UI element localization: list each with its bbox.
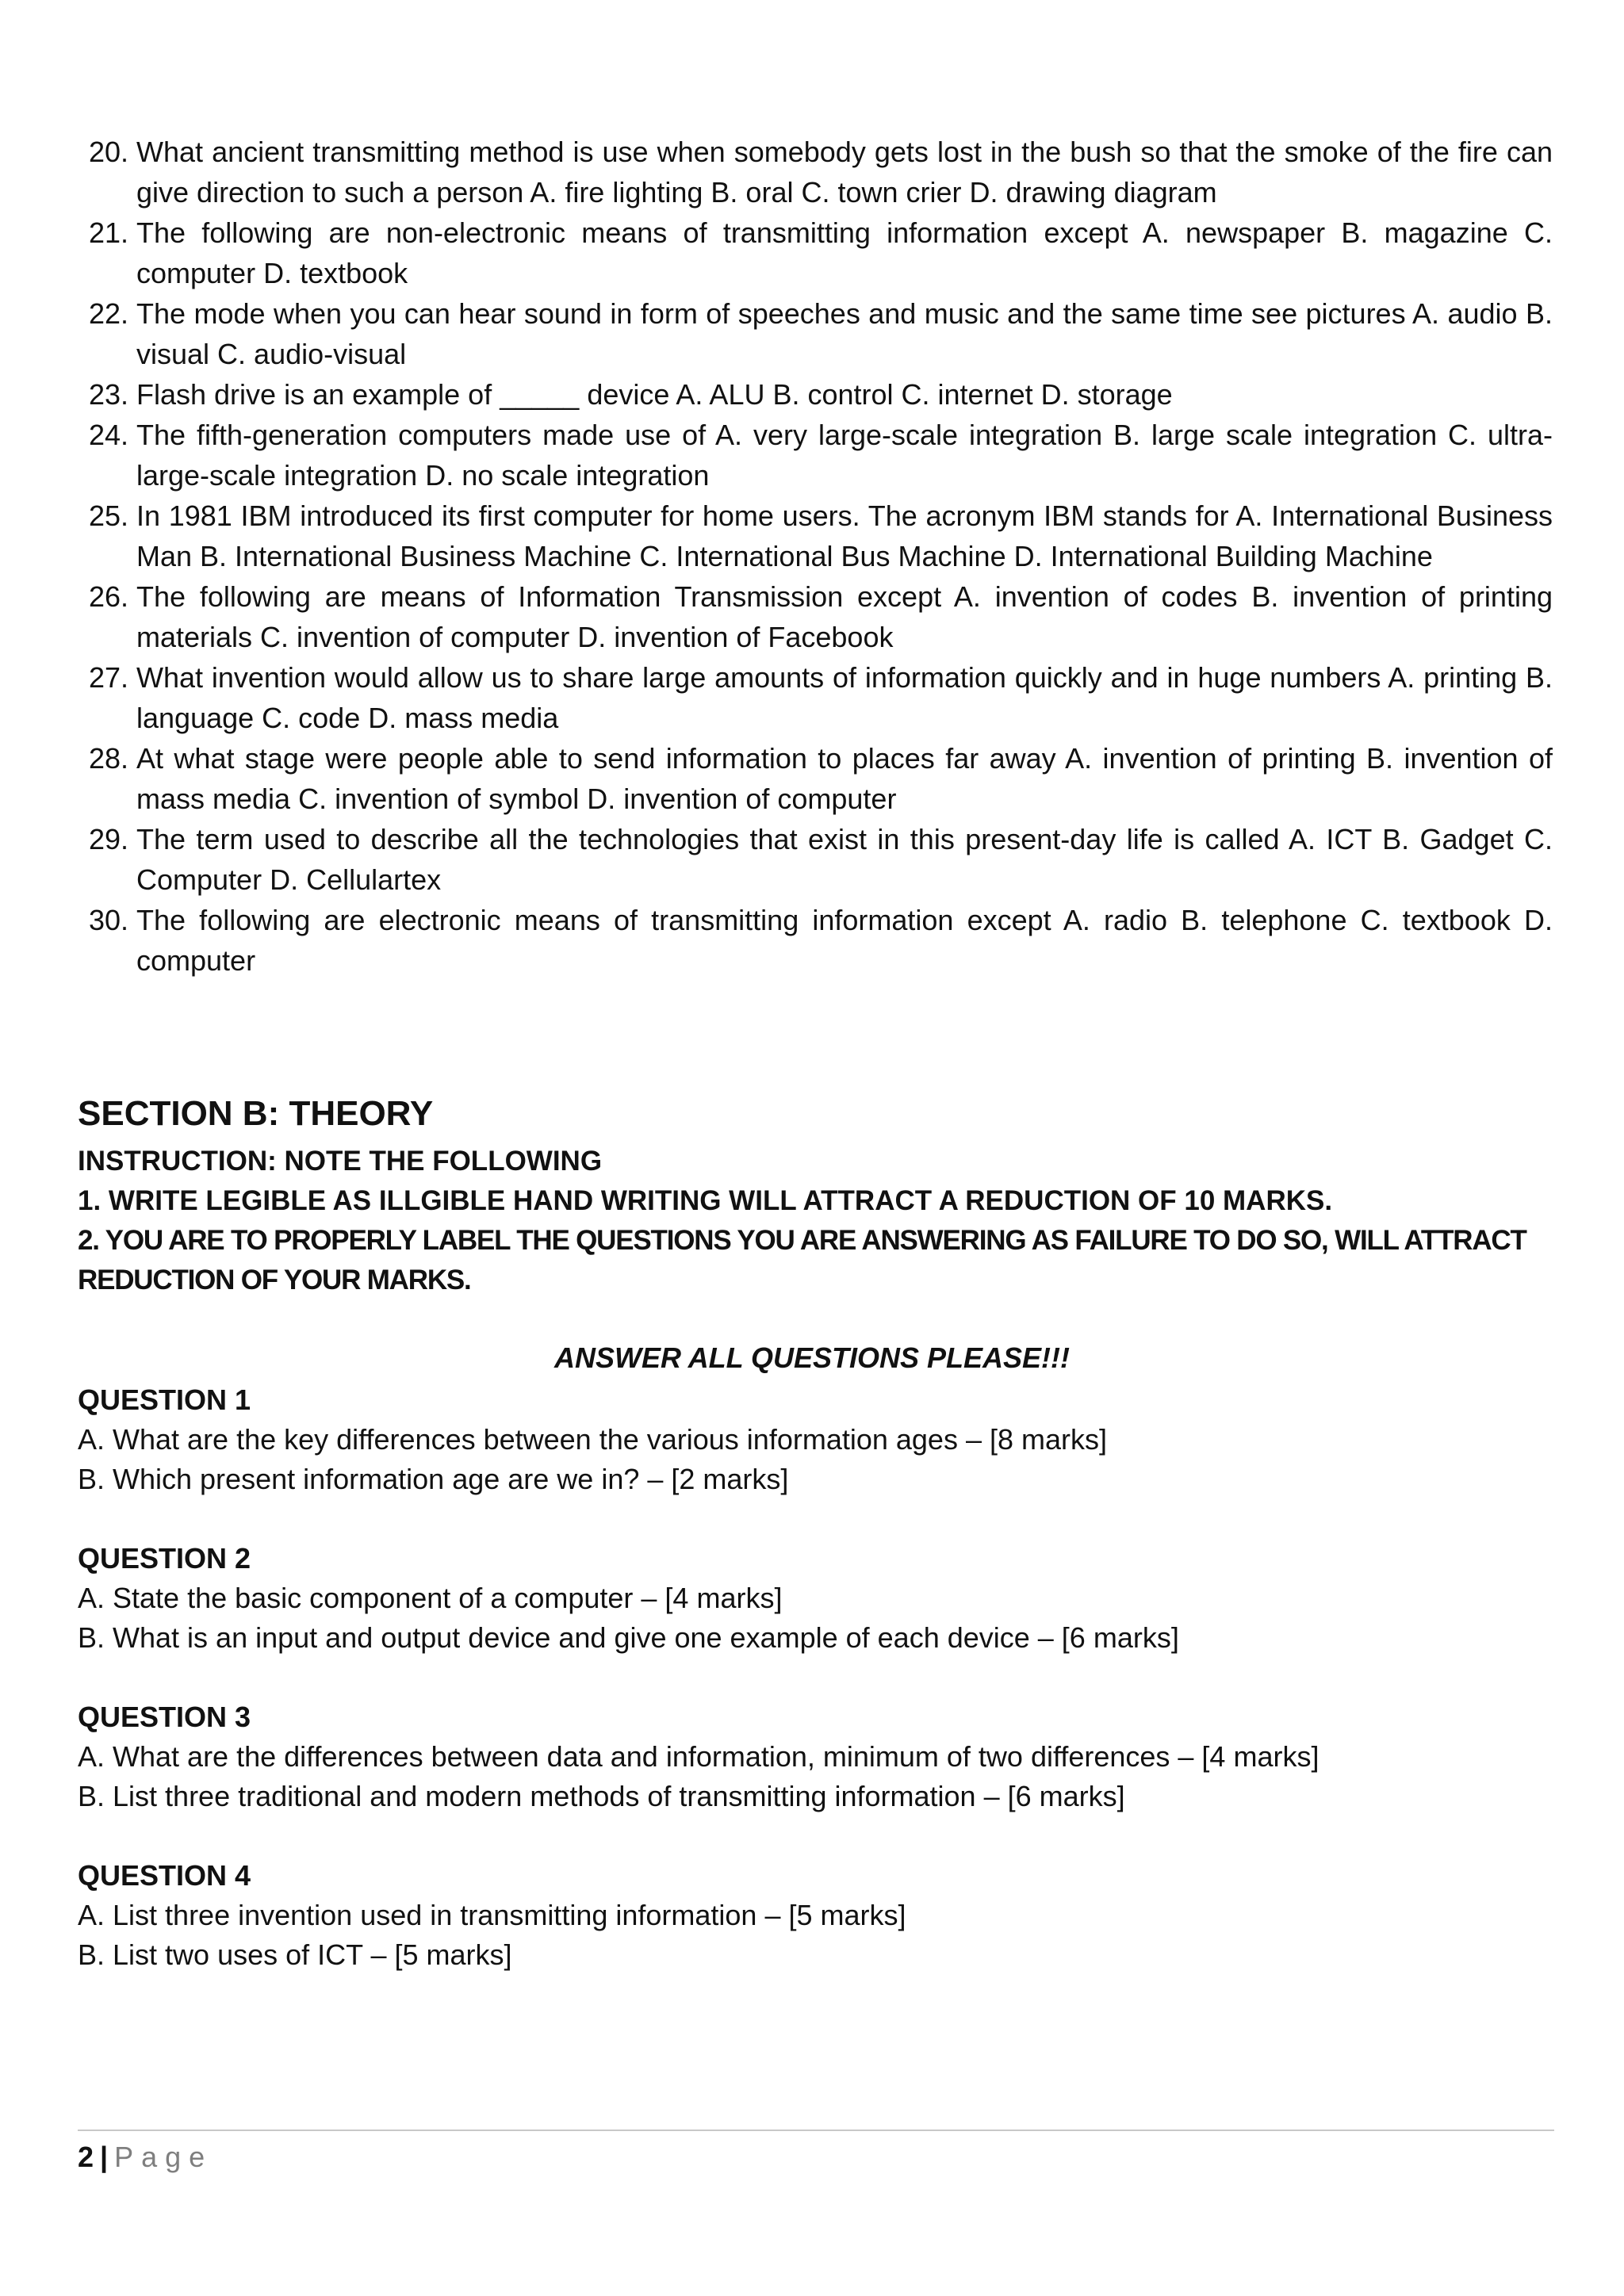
mcq-text: The following are electronic means of transmitting information except A. radio B. telephone C. textbook D. computer [136, 904, 1553, 977]
mcq-text: At what stage were people able to send information to places far away A. invention of printing B. invention of mass media C. invention of symbol D. invention of computer [136, 742, 1553, 815]
mcq-item [78, 212, 1553, 293]
question-part-b: B. Which present information age are we in? – [2 marks] [78, 1463, 789, 1495]
mcq-item [78, 132, 1553, 212]
mcq-number: 30. [89, 904, 129, 936]
page-label: Page [114, 2141, 213, 2173]
mcq-number: 26. [89, 580, 129, 613]
footer-divider [78, 2130, 1554, 2131]
mcq-number: 29. [89, 823, 129, 855]
mcq-item [78, 576, 1553, 657]
question-part-b: B. What is an input and output device and give one example of each device – [6 marks] [78, 1621, 1179, 1654]
question-part-a: A. State the basic component of a computer – [4 marks] [78, 1582, 783, 1614]
mcq-number: 20. [89, 136, 129, 168]
mcq-item [78, 415, 1553, 496]
mcq-number: 22. [89, 297, 129, 330]
question-heading: QUESTION 1 [78, 1383, 251, 1416]
mcq-number: 21. [89, 216, 129, 249]
mcq-text: The term used to describe all the technologies that exist in this present-day life is called A. ICT B. Gadget C. Computer D. Cellulartex [136, 823, 1553, 896]
mcq-item [78, 374, 1553, 415]
page-number: 2 [78, 2141, 94, 2173]
mcq-item [78, 738, 1553, 819]
mcq-item [78, 900, 1553, 981]
section-title: SECTION B: THEORY [78, 1094, 434, 1133]
instruction-rule-1: 1. WRITE LEGIBLE AS ILLGIBLE HAND WRITING WILL ATTRACT A REDUCTION OF 10 MARKS. [78, 1185, 1333, 1216]
mcq-text: The following are means of Information Transmission except A. invention of codes B. invention of printing materials C. invention of computer D. invention of Facebook [136, 580, 1553, 653]
mcq-item [78, 293, 1553, 374]
mcq-item [78, 657, 1553, 738]
multiple-choice-list [78, 132, 1553, 981]
mcq-text: What invention would allow us to share large amounts of information quickly and in huge numbers A. printing B. language C. code D. mass media [136, 661, 1553, 734]
question-part-b: B. List three traditional and modern methods of transmitting information – [6 marks] [78, 1780, 1125, 1812]
mcq-text: In 1981 IBM introduced its first computer for home users. The acronym IBM stands for A. International Business Man B. International Business Machine C. International Bus Machine D. International Building Machine [136, 499, 1553, 572]
mcq-number: 27. [89, 661, 129, 694]
question-part-a: A. What are the differences between data and information, minimum of two differences – [4 marks] [78, 1740, 1320, 1773]
mcq-item [78, 819, 1553, 900]
mcq-text: The mode when you can hear sound in form of speeches and music and the same time see pictures A. audio B. visual C. audio-visual [136, 297, 1553, 370]
mcq-number: 25. [89, 499, 129, 532]
mcq-number: 24. [89, 419, 129, 451]
page-footer [78, 2141, 213, 2174]
footer-separator: | [100, 2141, 109, 2173]
question-heading: QUESTION 3 [78, 1701, 251, 1733]
question-heading: QUESTION 4 [78, 1859, 251, 1892]
instruction-rule-2: 2. YOU ARE TO PROPERLY LABEL THE QUESTIONS YOU ARE ANSWERING AS FAILURE TO DO SO, WILL ATTRACT REDUCTION OF YOUR MARKS. [78, 1225, 1526, 1295]
question-part-a: A. What are the key differences between the various information ages – [8 marks] [78, 1423, 1108, 1456]
mcq-text: What ancient transmitting method is use when somebody gets lost in the bush so that the smoke of the fire can give direction to such a person A. fire lighting B. oral C. town crier D. drawing diagram [136, 136, 1553, 209]
mcq-text: The following are non-electronic means of transmitting information except A. newspaper B. magazine C. computer D. textbook [136, 216, 1553, 289]
mcq-text: The fifth-generation computers made use of A. very large-scale integration B. large scale integration C. ultra-large-scale integration D. no scale integration [136, 419, 1553, 492]
mcq-number: 23. [89, 378, 129, 411]
mcq-text: Flash drive is an example of _____ device A. ALU B. control C. internet D. storage [136, 378, 1173, 411]
instruction-heading: INSTRUCTION: NOTE THE FOLLOWING [78, 1146, 603, 1177]
question-part-b: B. List two uses of ICT – [5 marks] [78, 1938, 512, 1971]
mcq-item [78, 496, 1553, 576]
question-heading: QUESTION 2 [78, 1542, 251, 1575]
answer-all-notice: ANSWER ALL QUESTIONS PLEASE!!! [553, 1341, 1071, 1374]
question-part-a: A. List three invention used in transmitting information – [5 marks] [78, 1899, 906, 1931]
mcq-number: 28. [89, 742, 129, 775]
